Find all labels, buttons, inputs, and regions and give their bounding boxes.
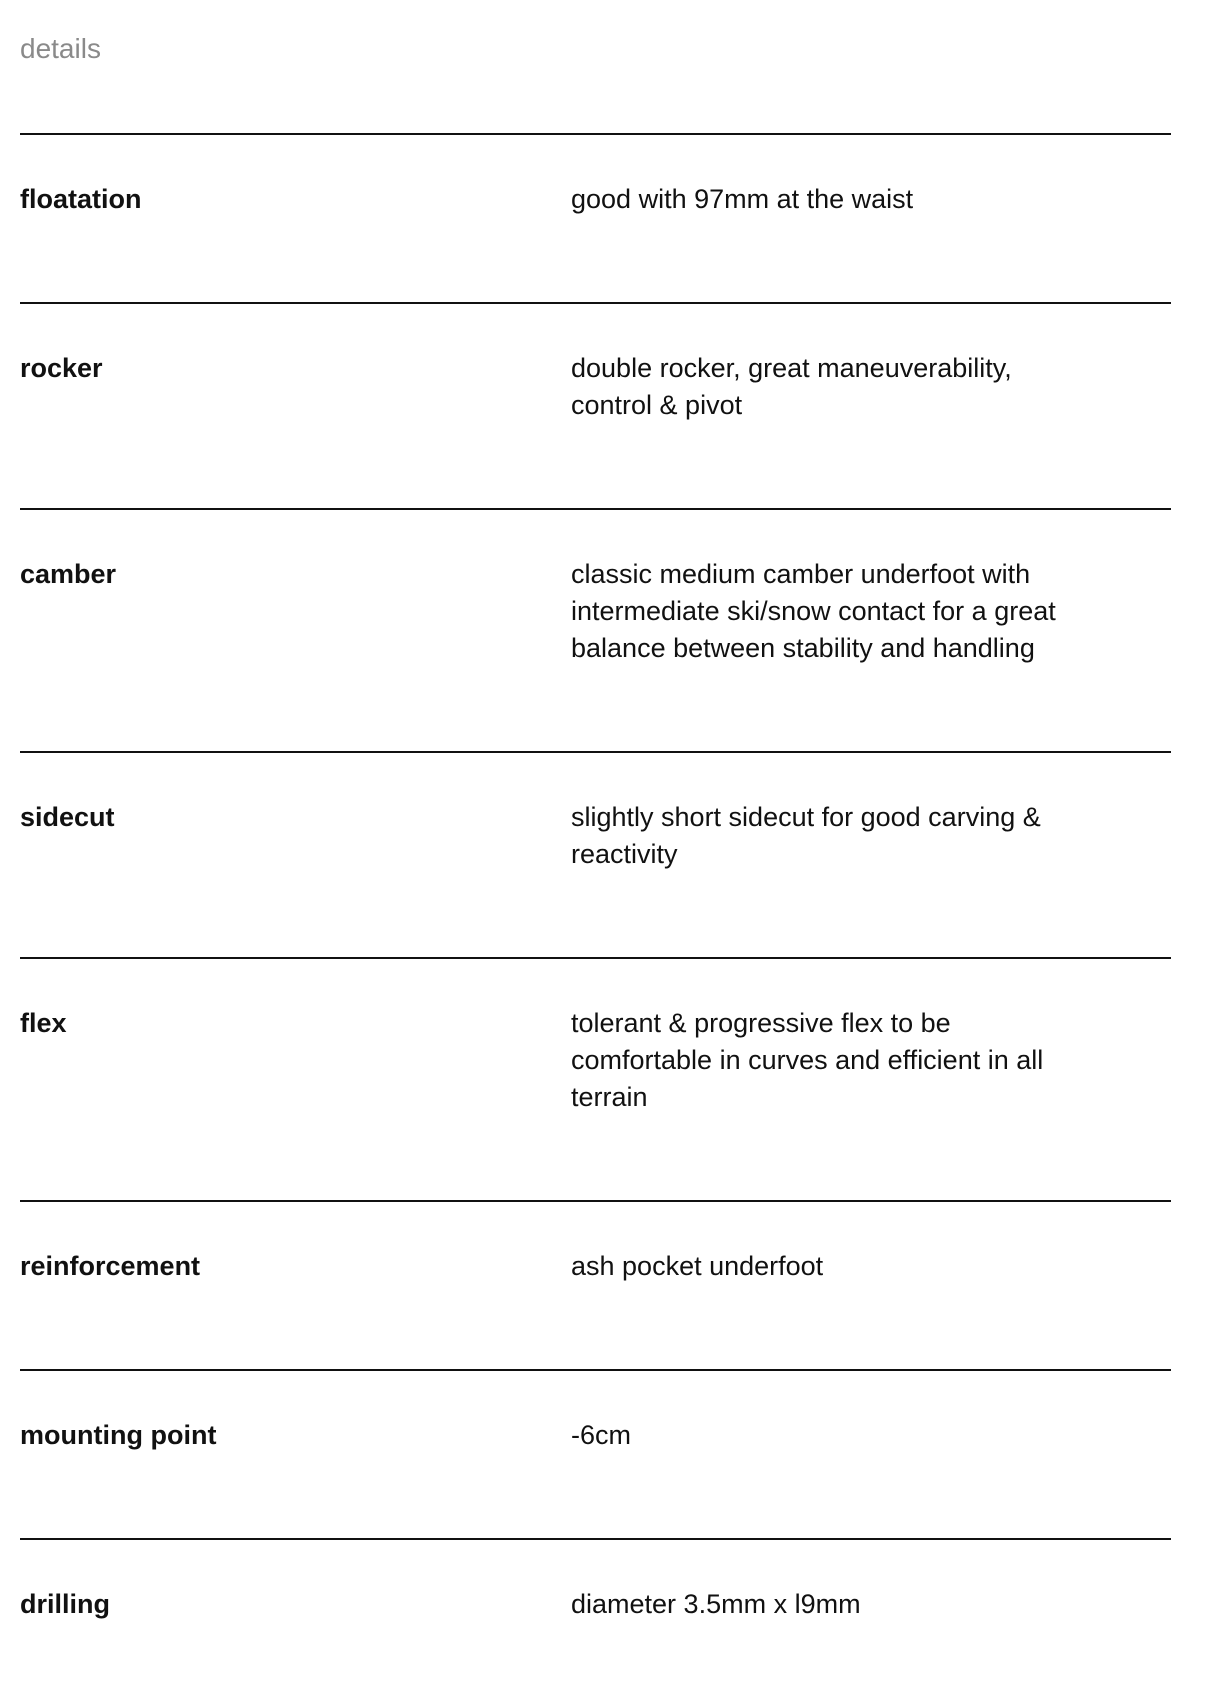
spec-value: classic medium camber underfoot with intermediate ski/snow contact for a great balance between stability and handling bbox=[571, 559, 1056, 663]
spec-label: mounting point bbox=[20, 1420, 217, 1450]
spec-value: -6cm bbox=[571, 1420, 631, 1450]
spec-label: flex bbox=[20, 1008, 67, 1038]
spec-value: ash pocket underfoot bbox=[571, 1251, 824, 1281]
spec-value: tolerant & progressive flex to be comfortable in curves and efficient in all terrain bbox=[571, 1008, 1044, 1112]
spec-value: diameter 3.5mm x l9mm bbox=[571, 1589, 861, 1619]
spec-label: sidecut bbox=[20, 802, 115, 832]
spec-label: drilling bbox=[20, 1589, 110, 1619]
spec-row-sidecut bbox=[20, 751, 1171, 957]
spec-value: good with 97mm at the waist bbox=[571, 184, 914, 214]
spec-row-camber bbox=[20, 508, 1171, 751]
spec-label: rocker bbox=[20, 353, 103, 383]
spec-row-reinforcement bbox=[20, 1200, 1171, 1369]
spec-table bbox=[20, 133, 1171, 1707]
spec-row-drilling bbox=[20, 1538, 1171, 1707]
spec-value: slightly short sidecut for good carving & reactivity bbox=[571, 802, 1041, 869]
spec-value: double rocker, great maneuverability, control & pivot bbox=[571, 353, 1012, 420]
spec-row-flex bbox=[20, 957, 1171, 1200]
spec-row-mounting-point bbox=[20, 1369, 1171, 1538]
spec-row-floatation bbox=[20, 133, 1171, 302]
spec-label: camber bbox=[20, 559, 117, 589]
spec-label: reinforcement bbox=[20, 1251, 201, 1281]
spec-label: floatation bbox=[20, 184, 142, 214]
spec-row-rocker bbox=[20, 302, 1171, 508]
section-title: details bbox=[20, 33, 101, 64]
